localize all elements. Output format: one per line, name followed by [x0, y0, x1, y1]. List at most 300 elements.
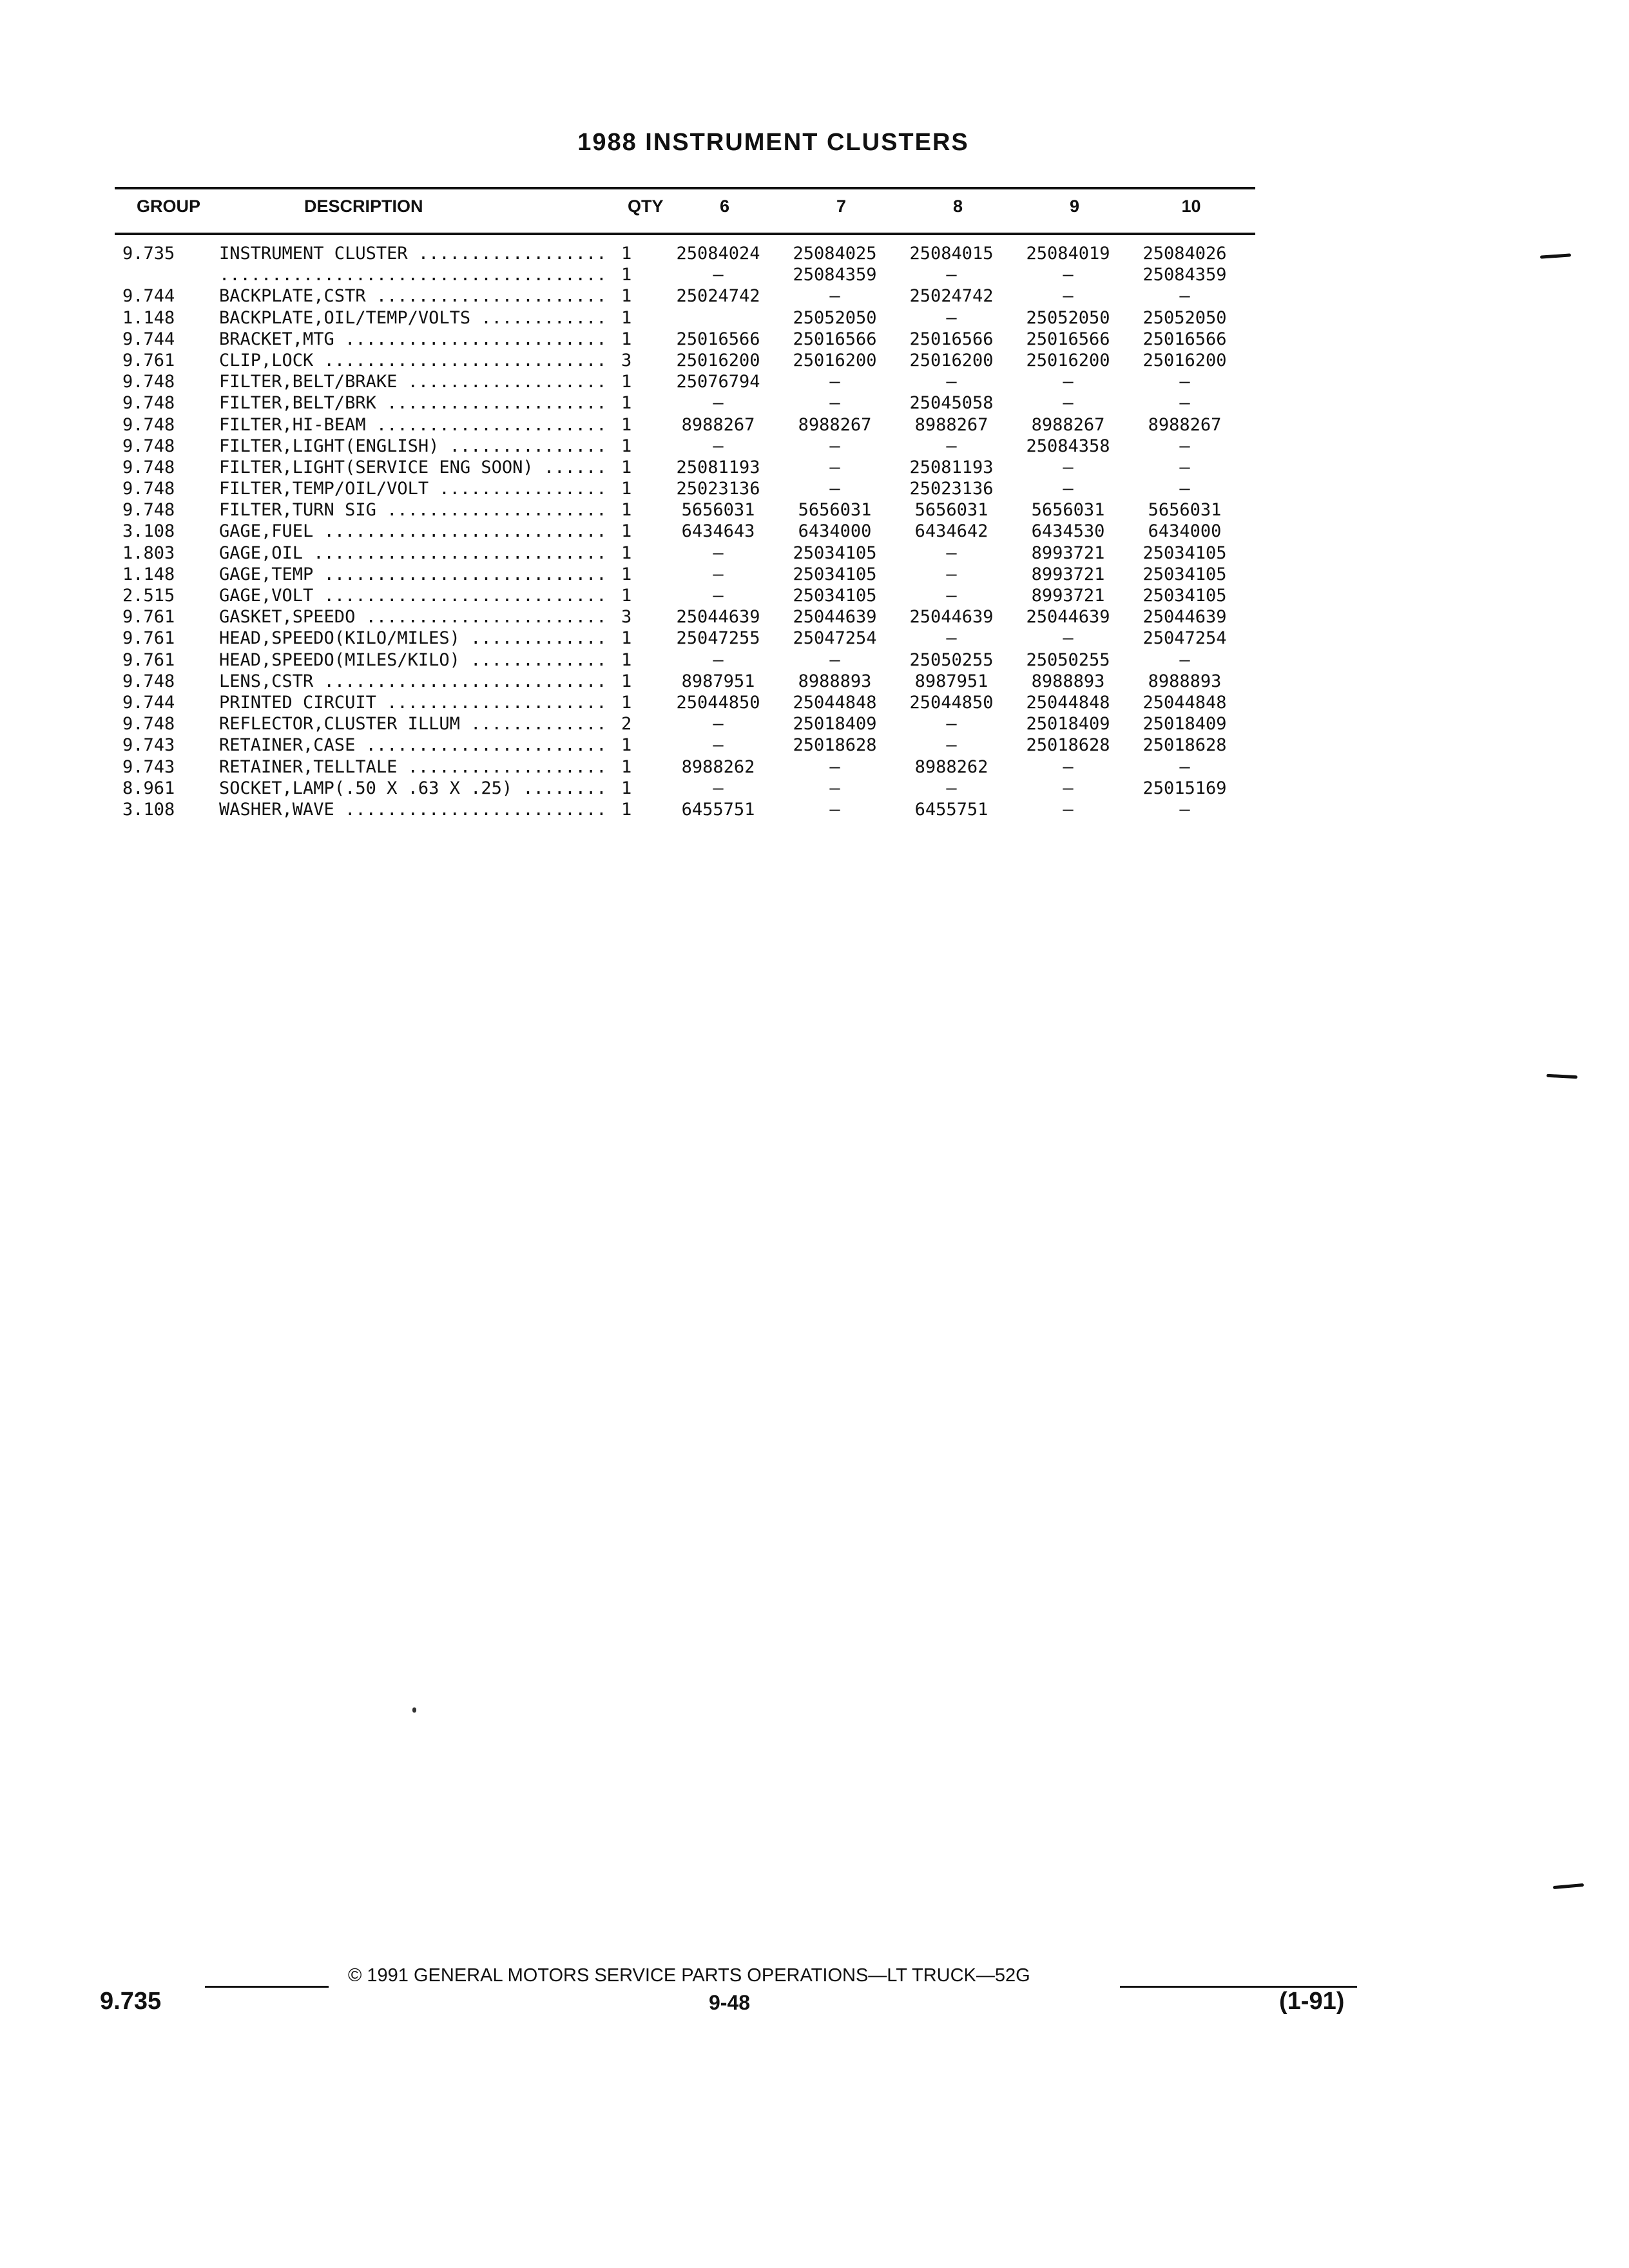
- cell-part-number: —: [1063, 628, 1074, 649]
- cell-part-number: —: [713, 393, 724, 414]
- cell-part-number: 6434000: [1148, 521, 1222, 542]
- cell-part-number: 25034105: [793, 543, 877, 563]
- cell-group: 9.748: [122, 436, 175, 456]
- cell-part-number: 25023136: [676, 479, 760, 499]
- cell-part-number: 25018628: [793, 735, 877, 756]
- cell-part-number: —: [1179, 436, 1190, 456]
- cell-group: [115, 264, 219, 285]
- description-text: HEAD,SPEEDO(MILES/KILO): [219, 649, 460, 670]
- cell-part-number: 8988262: [681, 756, 755, 777]
- cell-part-number: 6434530: [1031, 521, 1105, 542]
- table-row: [115, 671, 1255, 692]
- cell-part-number: 25016566: [909, 329, 994, 349]
- cell-part-number: 25084024: [676, 244, 760, 264]
- cell-part-number: —: [1063, 756, 1074, 777]
- table-row: [115, 350, 1255, 371]
- cell-part-number: —: [1179, 799, 1190, 820]
- leader-dots: ................: [429, 479, 607, 499]
- cell-part-number: —: [946, 778, 957, 798]
- cell-part-number: 25018628: [1142, 735, 1227, 756]
- cell-description: [219, 713, 621, 735]
- leader-dots: .............: [459, 714, 607, 735]
- cell-group: 2.515: [122, 586, 175, 606]
- cell-part-number: —: [1179, 457, 1190, 477]
- leader-dots: .....................: [376, 393, 607, 414]
- cell-part-number: 8993721: [1031, 564, 1105, 584]
- cell-qty: 1: [621, 265, 632, 285]
- cell-qty: 1: [621, 756, 632, 777]
- cell-part-number: 25016200: [1026, 350, 1110, 370]
- edge-mark-top: [1540, 253, 1571, 258]
- description-text: BACKPLATE,CSTR: [219, 286, 366, 307]
- leader-dots: ............: [470, 307, 607, 328]
- cell-group: 9.744: [122, 329, 175, 349]
- table-row: [115, 713, 1255, 735]
- cell-part-number: —: [713, 735, 724, 756]
- cell-part-number: 8988267: [914, 414, 988, 435]
- description-text: PRINTED CIRCUIT: [219, 692, 376, 713]
- cell-description: [219, 457, 621, 478]
- leader-dots: .......................: [355, 607, 607, 628]
- table-row: [115, 778, 1255, 799]
- table-row: [115, 606, 1255, 628]
- cell-part-number: 25044850: [909, 692, 994, 713]
- leader-dots: ............................: [303, 543, 607, 563]
- description-text: FILTER,LIGHT(ENGLISH): [219, 436, 439, 456]
- cell-description: [219, 350, 621, 371]
- table-row: [115, 329, 1255, 350]
- cell-group: 9.761: [122, 607, 175, 628]
- cell-part-number: 8988893: [1148, 671, 1222, 691]
- cell-part-number: 25016200: [1142, 350, 1227, 370]
- description-text: INSTRUMENT CLUSTER: [219, 244, 408, 264]
- table-row: [115, 371, 1255, 392]
- cell-group: 3.108: [122, 521, 175, 542]
- table-row: [115, 264, 1255, 285]
- table-row: [115, 414, 1255, 436]
- header-column-7: 7: [836, 196, 847, 216]
- cell-part-number: 8987951: [681, 671, 755, 691]
- cell-part-number: 25016200: [793, 350, 877, 370]
- cell-part-number: —: [1179, 286, 1190, 307]
- cell-description: [219, 521, 621, 542]
- cell-part-number: —: [829, 286, 840, 307]
- cell-part-number: 25084358: [1026, 436, 1110, 456]
- cell-qty: 3: [621, 350, 632, 370]
- cell-part-number: 8988893: [798, 671, 872, 691]
- cell-description: [219, 478, 621, 499]
- leader-dots: ...................: [397, 756, 607, 777]
- table-row: [115, 585, 1255, 606]
- cell-part-number: 25084015: [909, 244, 994, 264]
- cell-qty: 1: [621, 436, 632, 456]
- description-text: FILTER,TURN SIG: [219, 500, 376, 521]
- table-body: [115, 243, 1255, 820]
- header-column-6: 6: [719, 196, 730, 216]
- description-text: RETAINER,CASE: [219, 735, 356, 756]
- cell-part-number: 25047255: [676, 628, 760, 649]
- cell-part-number: 8988267: [1031, 414, 1105, 435]
- cell-qty: 1: [621, 307, 632, 328]
- cell-part-number: 6455751: [914, 799, 988, 820]
- cell-description: [219, 735, 621, 756]
- cell-description: [219, 585, 621, 606]
- cell-part-number: 25076794: [676, 372, 760, 392]
- cell-part-number: 6455751: [681, 799, 755, 820]
- cell-group: 9.748: [122, 500, 175, 521]
- table-row: [115, 457, 1255, 478]
- cell-part-number: —: [713, 265, 724, 285]
- description-text: FILTER,BELT/BRK: [219, 393, 376, 414]
- leader-dots: ...........................: [313, 671, 607, 691]
- cell-description: [219, 649, 621, 671]
- cell-description: [219, 692, 621, 713]
- cell-part-number: 25050255: [909, 649, 994, 670]
- cell-description: [219, 606, 621, 628]
- cell-part-number: 25044639: [1142, 607, 1227, 628]
- cell-description: [219, 628, 621, 649]
- cell-qty: 3: [621, 607, 632, 628]
- cell-group: 1.148: [122, 564, 175, 584]
- cell-part-number: 8988267: [1148, 414, 1222, 435]
- leader-dots: ......: [533, 457, 607, 477]
- description-text: LENS,CSTR: [219, 671, 314, 691]
- cell-group: 9.761: [122, 649, 175, 670]
- cell-qty: 1: [621, 799, 632, 820]
- cell-part-number: —: [1063, 799, 1074, 820]
- cell-part-number: 5656031: [681, 500, 755, 521]
- cell-description: [219, 778, 621, 799]
- cell-part-number: —: [829, 479, 840, 499]
- cell-part-number: —: [946, 564, 957, 584]
- description-text: HEAD,SPEEDO(KILO/MILES): [219, 628, 460, 649]
- cell-part-number: —: [1063, 393, 1074, 414]
- cell-part-number: —: [1179, 756, 1190, 777]
- cell-group: 3.108: [122, 799, 175, 820]
- cell-part-number: 25016566: [793, 329, 877, 349]
- cell-part-number: —: [946, 543, 957, 563]
- table-row: [115, 735, 1255, 756]
- description-text: RETAINER,TELLTALE: [219, 756, 398, 777]
- footer-revision-code: (1-91): [1279, 1988, 1345, 2015]
- cell-qty: 1: [621, 500, 632, 521]
- table-row: [115, 436, 1255, 457]
- cell-group: 9.748: [122, 671, 175, 691]
- edge-mark-middle: [1547, 1074, 1577, 1079]
- cell-group: 9.761: [122, 350, 175, 370]
- cell-part-number: 25016566: [1026, 329, 1110, 349]
- cell-part-number: 25052050: [1026, 307, 1110, 328]
- cell-part-number: 25084025: [793, 244, 877, 264]
- cell-part-number: [660, 307, 776, 329]
- cell-part-number: 25044639: [676, 607, 760, 628]
- leader-dots: .....................................: [219, 265, 607, 285]
- description-text: FILTER,LIGHT(SERVICE ENG SOON): [219, 457, 534, 477]
- leader-dots: .............: [459, 628, 607, 649]
- edge-mark-bottom: [1553, 1883, 1584, 1889]
- cell-qty: 1: [621, 286, 632, 307]
- description-text: GASKET,SPEEDO: [219, 607, 356, 628]
- cell-group: 9.748: [122, 714, 175, 735]
- cell-part-number: —: [713, 778, 724, 798]
- cell-qty: 1: [621, 649, 632, 670]
- cell-part-number: 25044639: [909, 607, 994, 628]
- cell-part-number: 25034105: [1142, 543, 1227, 563]
- cell-description: [219, 499, 621, 521]
- footer-copyright: © 1991 GENERAL MOTORS SERVICE PARTS OPERATIONS—LT TRUCK—52G: [348, 1965, 1030, 1986]
- cell-qty: 1: [621, 457, 632, 477]
- cell-part-number: 5656031: [1031, 500, 1105, 521]
- table-row: [115, 521, 1255, 542]
- cell-qty: 1: [621, 372, 632, 392]
- cell-part-number: —: [829, 778, 840, 798]
- cell-part-number: —: [713, 586, 724, 606]
- description-text: BACKPLATE,OIL/TEMP/VOLTS: [219, 307, 471, 328]
- cell-group: 9.748: [122, 457, 175, 477]
- leader-dots: .......................: [355, 735, 607, 756]
- description-text: GAGE,OIL: [219, 543, 304, 563]
- cell-part-number: —: [713, 436, 724, 456]
- cell-part-number: 25052050: [793, 307, 877, 328]
- cell-part-number: —: [829, 649, 840, 670]
- cell-part-number: 8988267: [798, 414, 872, 435]
- table-row: [115, 392, 1255, 414]
- cell-part-number: 25052050: [1142, 307, 1227, 328]
- cell-part-number: —: [946, 735, 957, 756]
- description-text: GAGE,TEMP: [219, 564, 314, 584]
- cell-description: [219, 756, 621, 778]
- cell-part-number: 8987951: [914, 671, 988, 691]
- cell-part-number: —: [829, 393, 840, 414]
- cell-part-number: 25084359: [1142, 265, 1227, 285]
- cell-part-number: —: [1179, 479, 1190, 499]
- cell-part-number: 25034105: [1142, 586, 1227, 606]
- leader-dots: .........................: [334, 329, 607, 349]
- description-text: GAGE,VOLT: [219, 586, 314, 606]
- parts-table: [115, 187, 1255, 820]
- cell-description: [219, 799, 621, 820]
- cell-part-number: 25044848: [793, 692, 877, 713]
- cell-part-number: 25084026: [1142, 244, 1227, 264]
- cell-qty: 1: [621, 393, 632, 414]
- leader-dots: ......................: [365, 286, 607, 307]
- header-description: DESCRIPTION: [304, 196, 423, 216]
- cell-part-number: —: [946, 714, 957, 735]
- cell-part-number: 5656031: [914, 500, 988, 521]
- cell-description: [219, 285, 621, 307]
- leader-dots: ...............: [439, 436, 607, 456]
- cell-part-number: —: [1179, 393, 1190, 414]
- cell-group: 9.743: [122, 756, 175, 777]
- cell-part-number: —: [1179, 372, 1190, 392]
- table-row: [115, 628, 1255, 649]
- description-text: BRACKET,MTG: [219, 329, 334, 349]
- cell-qty: 1: [621, 628, 632, 649]
- cell-part-number: —: [829, 436, 840, 456]
- cell-description: [219, 436, 621, 457]
- cell-part-number: —: [1063, 778, 1074, 798]
- cell-part-number: —: [713, 564, 724, 584]
- cell-part-number: 25024742: [676, 286, 760, 307]
- cell-group: 9.735: [122, 244, 175, 264]
- cell-qty: 1: [621, 692, 632, 713]
- cell-part-number: 25047254: [1142, 628, 1227, 649]
- cell-part-number: 6434643: [681, 521, 755, 542]
- header-qty: QTY: [628, 196, 664, 216]
- cell-qty: 1: [621, 735, 632, 756]
- cell-description: [219, 671, 621, 692]
- cell-part-number: —: [1063, 479, 1074, 499]
- leader-dots: ...........................: [313, 350, 607, 370]
- cell-part-number: —: [946, 372, 957, 392]
- table-row: [115, 564, 1255, 585]
- cell-part-number: 6434642: [914, 521, 988, 542]
- cell-group: 1.803: [122, 543, 175, 563]
- table-header: [115, 187, 1255, 226]
- cell-part-number: 25016200: [676, 350, 760, 370]
- table-row: [115, 499, 1255, 521]
- cell-part-number: 25050255: [1026, 649, 1110, 670]
- cell-part-number: —: [829, 372, 840, 392]
- cell-part-number: 25034105: [793, 564, 877, 584]
- cell-part-number: —: [829, 756, 840, 777]
- cell-part-number: 25023136: [909, 479, 994, 499]
- cell-qty: 1: [621, 414, 632, 435]
- cell-part-number: 25034105: [793, 586, 877, 606]
- cell-qty: 1: [621, 479, 632, 499]
- cell-qty: 1: [621, 778, 632, 798]
- cell-part-number: 8993721: [1031, 543, 1105, 563]
- cell-qty: 1: [621, 671, 632, 691]
- cell-part-number: —: [829, 799, 840, 820]
- cell-part-number: 25045058: [909, 393, 994, 414]
- cell-part-number: —: [713, 714, 724, 735]
- leader-dots: ...................: [397, 372, 607, 392]
- footer-page-number: 9-48: [709, 1991, 751, 2014]
- cell-part-number: 5656031: [1148, 500, 1222, 521]
- leader-dots: ...........................: [313, 564, 607, 584]
- scan-speck: [412, 1707, 416, 1713]
- page-title: 1988 INSTRUMENT CLUSTERS: [577, 129, 969, 156]
- header-column-8: 8: [952, 196, 963, 216]
- cell-description: [219, 392, 621, 414]
- table-row: [115, 756, 1255, 778]
- cell-group: 9.744: [122, 286, 175, 307]
- cell-part-number: 25084019: [1026, 244, 1110, 264]
- cell-part-number: —: [946, 436, 957, 456]
- cell-qty: 1: [621, 543, 632, 563]
- cell-part-number: 6434000: [798, 521, 872, 542]
- description-text: FILTER,TEMP/OIL/VOLT: [219, 479, 429, 499]
- cell-part-number: 25018409: [793, 714, 877, 735]
- cell-group: 9.743: [122, 735, 175, 756]
- description-text: FILTER,BELT/BRAKE: [219, 372, 398, 392]
- header-column-10: 10: [1181, 196, 1201, 216]
- cell-group: 9.761: [122, 628, 175, 649]
- table-row: [115, 285, 1255, 307]
- cell-qty: 1: [621, 244, 632, 264]
- table-row: [115, 649, 1255, 671]
- leader-dots: ........: [512, 778, 607, 798]
- cell-group: 9.748: [122, 479, 175, 499]
- cell-part-number: —: [1063, 457, 1074, 477]
- cell-description: [219, 371, 621, 392]
- cell-part-number: 25044639: [793, 607, 877, 628]
- cell-description: [219, 264, 621, 285]
- cell-qty: 1: [621, 586, 632, 606]
- leader-dots: .....................: [376, 500, 607, 521]
- cell-part-number: —: [946, 265, 957, 285]
- cell-part-number: 8993721: [1031, 586, 1105, 606]
- cell-part-number: 25047254: [793, 628, 877, 649]
- cell-description: [219, 307, 621, 329]
- cell-part-number: 8988262: [914, 756, 988, 777]
- cell-group: 1.148: [122, 307, 175, 328]
- cell-part-number: 25016200: [909, 350, 994, 370]
- cell-part-number: —: [1063, 286, 1074, 307]
- cell-description: [219, 329, 621, 350]
- cell-group: 9.744: [122, 692, 175, 713]
- cell-part-number: 25044639: [1026, 607, 1110, 628]
- leader-dots: ...........................: [313, 586, 607, 606]
- table-row: [115, 692, 1255, 713]
- cell-description: [219, 414, 621, 436]
- leader-dots: .....................: [376, 692, 607, 713]
- cell-qty: 1: [621, 329, 632, 349]
- cell-part-number: 25044850: [676, 692, 760, 713]
- cell-part-number: —: [946, 307, 957, 328]
- header-column-9: 9: [1069, 196, 1080, 216]
- leader-dots: ......................: [365, 414, 607, 435]
- cell-qty: 2: [621, 714, 632, 735]
- cell-part-number: 25081193: [909, 457, 994, 477]
- header-group: GROUP: [137, 196, 201, 216]
- leader-dots: .............: [459, 649, 607, 670]
- table-row: [115, 243, 1255, 264]
- cell-part-number: 25018628: [1026, 735, 1110, 756]
- table-row: [115, 799, 1255, 820]
- cell-part-number: —: [946, 586, 957, 606]
- footer-rule-left: [205, 1986, 329, 1988]
- description-text: GAGE,FUEL: [219, 521, 314, 542]
- table-row: [115, 307, 1255, 329]
- footer-left-number: 9.735: [100, 1988, 162, 2015]
- cell-part-number: —: [829, 457, 840, 477]
- cell-part-number: 25024742: [909, 286, 994, 307]
- cell-part-number: —: [946, 628, 957, 649]
- cell-part-number: 25018409: [1142, 714, 1227, 735]
- cell-description: [219, 564, 621, 585]
- leader-dots: .........................: [334, 799, 607, 820]
- cell-group: 9.748: [122, 414, 175, 435]
- cell-part-number: 5656031: [798, 500, 872, 521]
- cell-qty: 1: [621, 564, 632, 584]
- cell-part-number: 25016566: [1142, 329, 1227, 349]
- description-text: REFLECTOR,CLUSTER ILLUM: [219, 714, 460, 735]
- cell-part-number: 25044848: [1142, 692, 1227, 713]
- cell-part-number: 25084359: [793, 265, 877, 285]
- cell-description: [219, 543, 621, 564]
- table-row: [115, 543, 1255, 564]
- cell-qty: 1: [621, 521, 632, 542]
- cell-part-number: —: [1063, 265, 1074, 285]
- leader-dots: ..................: [407, 244, 607, 264]
- cell-part-number: 8988893: [1031, 671, 1105, 691]
- cell-part-number: 8988267: [681, 414, 755, 435]
- cell-part-number: 25044848: [1026, 692, 1110, 713]
- table-row: [115, 478, 1255, 499]
- description-text: CLIP,LOCK: [219, 350, 314, 370]
